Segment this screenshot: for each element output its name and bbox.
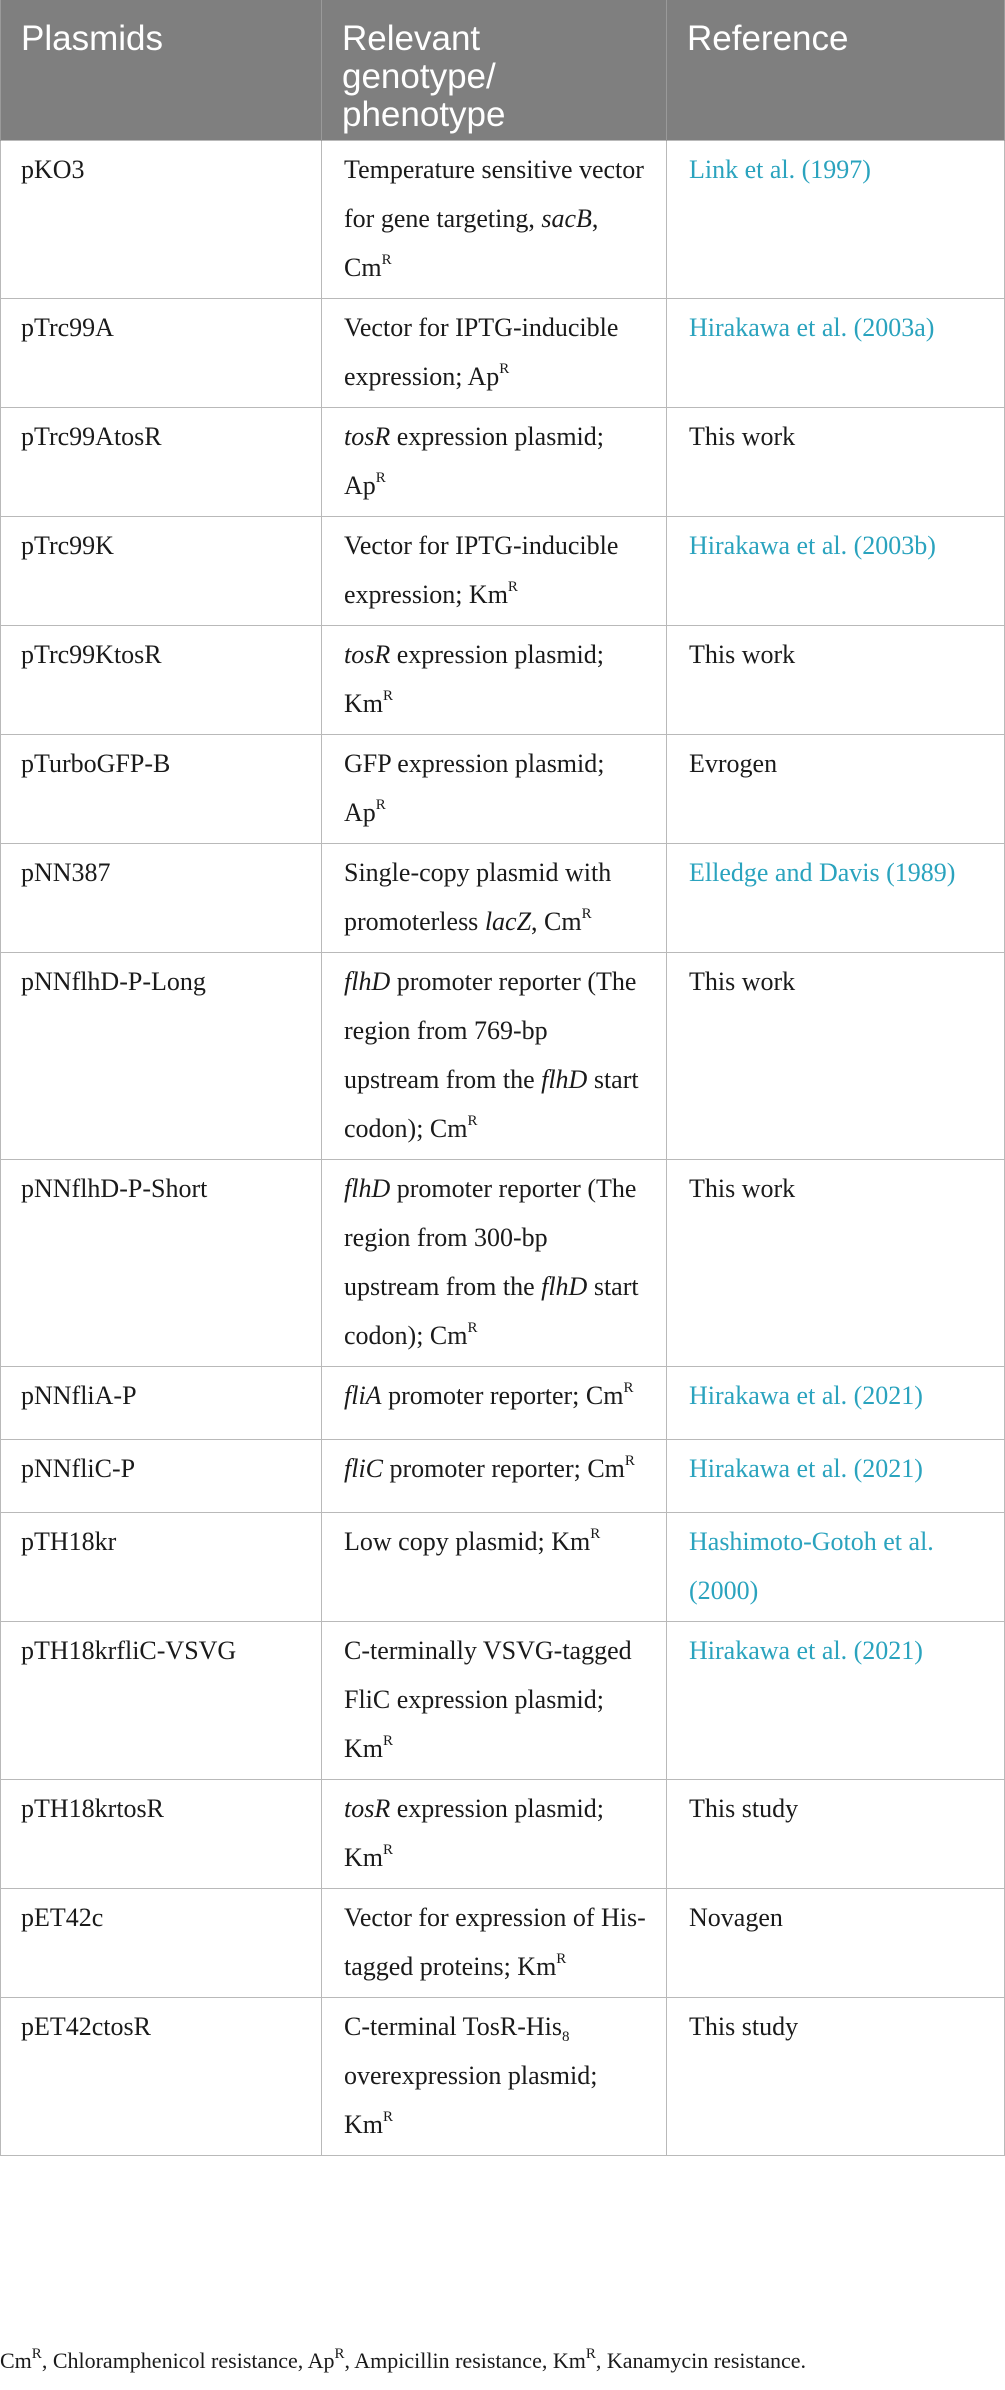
reference-cell [667, 1780, 1005, 1889]
gene-name: sacB [541, 204, 592, 233]
header-reference: Reference [667, 0, 1005, 141]
plasmid-name: pNNfliC-P [1, 1440, 322, 1513]
header-genotype-line3: phenotype [342, 95, 506, 134]
plasmid-name: pTH18kr [1, 1513, 322, 1622]
genotype-cell [322, 299, 667, 408]
plasmid-name: pNNflhD-P-Long [1, 953, 322, 1160]
genotype-text: Low copy plasmid; Km [344, 1527, 591, 1556]
reference-text: This work [689, 1174, 796, 1203]
header-genotype-line1: Relevant [342, 19, 481, 58]
reference-text: This study [689, 2012, 799, 2041]
genotype-text: GFP expression plasmid; Ap [344, 749, 605, 827]
reference-cell [667, 1889, 1005, 1998]
table-row [1, 844, 1005, 953]
gene-name: fliC [344, 1454, 384, 1483]
footnote-km-text: , Kanamycin resistance. [595, 2348, 806, 2373]
reference-cell [667, 1998, 1005, 2156]
table-row [1, 1513, 1005, 1622]
resistance-superscript: R [590, 1526, 601, 1543]
table-row [1, 299, 1005, 408]
genotype-cell [322, 953, 667, 1160]
table-row [1, 141, 1005, 299]
reference-cell [667, 1160, 1005, 1367]
table-row [1, 735, 1005, 844]
resistance-superscript: R [381, 252, 392, 269]
plasmid-name: pTrc99A [1, 299, 322, 408]
genotype-text: promoter reporter (The region from 300-bp upstream from the [344, 1174, 637, 1301]
genotype-cell [322, 141, 667, 299]
resistance-superscript: R [623, 1380, 634, 1397]
reference-text: Novagen [689, 1903, 783, 1932]
reference-cell [667, 517, 1005, 626]
resistance-superscript: R [383, 1842, 394, 1859]
table-row [1, 1998, 1005, 2156]
resistance-superscript: R [624, 1453, 635, 1470]
reference-link[interactable]: Hirakawa et al. (2021) [689, 1381, 923, 1410]
genotype-text: promoter reporter; Cm [381, 1381, 624, 1410]
resistance-superscript: R [375, 470, 386, 487]
genotype-text: promoter reporter; Cm [383, 1454, 625, 1483]
genotype-cell [322, 408, 667, 517]
resistance-superscript: R [556, 1951, 567, 1968]
plasmid-name: pNNflhD-P-Short [1, 1160, 322, 1367]
genotype-text: Vector for IPTG-inducible expression; Ap [344, 313, 619, 391]
genotype-text: expression plasmid; Km [344, 640, 604, 718]
table-row [1, 1622, 1005, 1780]
resistance-superscript: R [375, 797, 386, 814]
table-row [1, 1367, 1005, 1440]
gene-name: fliA [344, 1381, 382, 1410]
gene-name: flhD [344, 1174, 391, 1203]
plasmid-name: pET42ctosR [1, 1998, 322, 2156]
reference-text: This study [689, 1794, 799, 1823]
genotype-text: start codon); Cm [344, 1272, 639, 1350]
genotype-cell [322, 626, 667, 735]
genotype-text: Temperature sensitive vector for gene targeting, [344, 155, 644, 233]
gene-name: tosR [344, 422, 391, 451]
genotype-text: start codon); Cm [344, 1065, 639, 1143]
resistance-superscript: R [383, 2109, 394, 2126]
footnote-ap-sup: R [334, 2345, 345, 2362]
resistance-superscript: R [499, 361, 510, 378]
reference-cell [667, 299, 1005, 408]
genotype-text: Single-copy plasmid with promoterless [344, 858, 612, 936]
table-body [1, 141, 1005, 2156]
resistance-superscript: R [581, 906, 592, 923]
genotype-cell [322, 735, 667, 844]
resistance-superscript: R [467, 1113, 478, 1130]
resistance-superscript: R [383, 1733, 394, 1750]
reference-cell [667, 953, 1005, 1160]
genotype-cell [322, 1780, 667, 1889]
genotype-cell [322, 1998, 667, 2156]
table-row [1, 1889, 1005, 1998]
table-row [1, 1440, 1005, 1513]
resistance-superscript: R [507, 579, 518, 596]
plasmid-name: pTrc99KtosR [1, 626, 322, 735]
reference-cell [667, 141, 1005, 299]
reference-cell [667, 408, 1005, 517]
gene-name: tosR [344, 640, 391, 669]
reference-cell [667, 1440, 1005, 1513]
genotype-cell [322, 1160, 667, 1367]
reference-cell [667, 1367, 1005, 1440]
header-genotype-line2: genotype/ [342, 57, 496, 96]
genotype-cell [322, 1440, 667, 1513]
reference-cell [667, 626, 1005, 735]
reference-link[interactable]: Hirakawa et al. (2003a) [689, 313, 935, 342]
reference-cell [667, 844, 1005, 953]
reference-text: Evrogen [689, 749, 778, 778]
header-plasmids: Plasmids [1, 0, 322, 141]
plasmid-name: pTH18krtosR [1, 1780, 322, 1889]
genotype-text: overexpression plasmid; Km [344, 2061, 598, 2139]
plasmid-name: pTurboGFP-B [1, 735, 322, 844]
resistance-superscript: R [467, 1320, 478, 1337]
reference-link[interactable]: Elledge and Davis (1989) [689, 858, 956, 887]
plasmid-name: pTrc99K [1, 517, 322, 626]
genotype-text: expression plasmid; Ap [344, 422, 604, 500]
plasmid-name: pET42c [1, 1889, 322, 1998]
genotype-cell [322, 1889, 667, 1998]
table-footnote [0, 2346, 1005, 2376]
footnote-ap-text: , Ampicillin resistance, [344, 2348, 553, 2373]
genotype-cell [322, 1367, 667, 1440]
genotype-cell [322, 844, 667, 953]
footnote-km: Km [552, 2348, 586, 2373]
genotype-cell [322, 1622, 667, 1780]
genotype-text: Vector for IPTG-inducible expression; Km [344, 531, 619, 609]
reference-cell [667, 1513, 1005, 1622]
plasmid-name: pKO3 [1, 141, 322, 299]
his-tag-subscript: 8 [561, 2029, 570, 2046]
footnote-km-sup: R [585, 2345, 596, 2362]
reference-text: This work [689, 640, 796, 669]
reference-text: This work [689, 967, 796, 996]
reference-link[interactable]: Hashimoto-Gotoh et al. (2000) [689, 1527, 934, 1605]
footnote-cm-text: , Chloramphenicol resistance, [41, 2348, 308, 2373]
genotype-cell [322, 517, 667, 626]
genotype-text: Vector for expression of His-tagged proteins; Km [344, 1903, 646, 1981]
plasmid-name: pTH18krfliC-VSVG [1, 1622, 322, 1780]
header-genotype [322, 0, 667, 141]
genotype-text: , Cm [531, 907, 582, 936]
footnote-ap: Ap [307, 2348, 335, 2373]
plasmid-name: pNNfliA-P [1, 1367, 322, 1440]
reference-link[interactable]: Link et al. (1997) [689, 155, 871, 184]
gene-name: flhD [541, 1065, 588, 1094]
table-row [1, 517, 1005, 626]
table-row [1, 408, 1005, 517]
resistance-superscript: R [383, 688, 394, 705]
reference-link[interactable]: Hirakawa et al. (2003b) [689, 531, 936, 560]
reference-text: This work [689, 422, 796, 451]
genotype-text: promoter reporter (The region from 769-bp upstream from the [344, 967, 637, 1094]
table-header-row [1, 0, 1005, 141]
table-row [1, 1160, 1005, 1367]
genotype-cell [322, 1513, 667, 1622]
table-row [1, 626, 1005, 735]
genotype-text: C-terminally VSVG-tagged FliC expression plasmid; Km [344, 1636, 632, 1763]
genotype-text: C-terminal TosR-His [344, 2012, 562, 2041]
table-row [1, 1780, 1005, 1889]
reference-cell [667, 735, 1005, 844]
reference-link[interactable]: Hirakawa et al. (2021) [689, 1636, 923, 1665]
gene-name: lacZ [484, 907, 532, 936]
reference-cell [667, 1622, 1005, 1780]
plasmid-name: pTrc99AtosR [1, 408, 322, 517]
footnote-cm: Cm [0, 2348, 32, 2373]
gene-name: flhD [344, 967, 391, 996]
genotype-text: , Cm [344, 204, 599, 282]
footnote-cm-sup: R [31, 2345, 42, 2362]
plasmid-name: pNN387 [1, 844, 322, 953]
gene-name: flhD [541, 1272, 588, 1301]
genotype-text: expression plasmid; Km [344, 1794, 604, 1872]
gene-name: tosR [344, 1794, 391, 1823]
table-row [1, 953, 1005, 1160]
reference-link[interactable]: Hirakawa et al. (2021) [689, 1454, 923, 1483]
